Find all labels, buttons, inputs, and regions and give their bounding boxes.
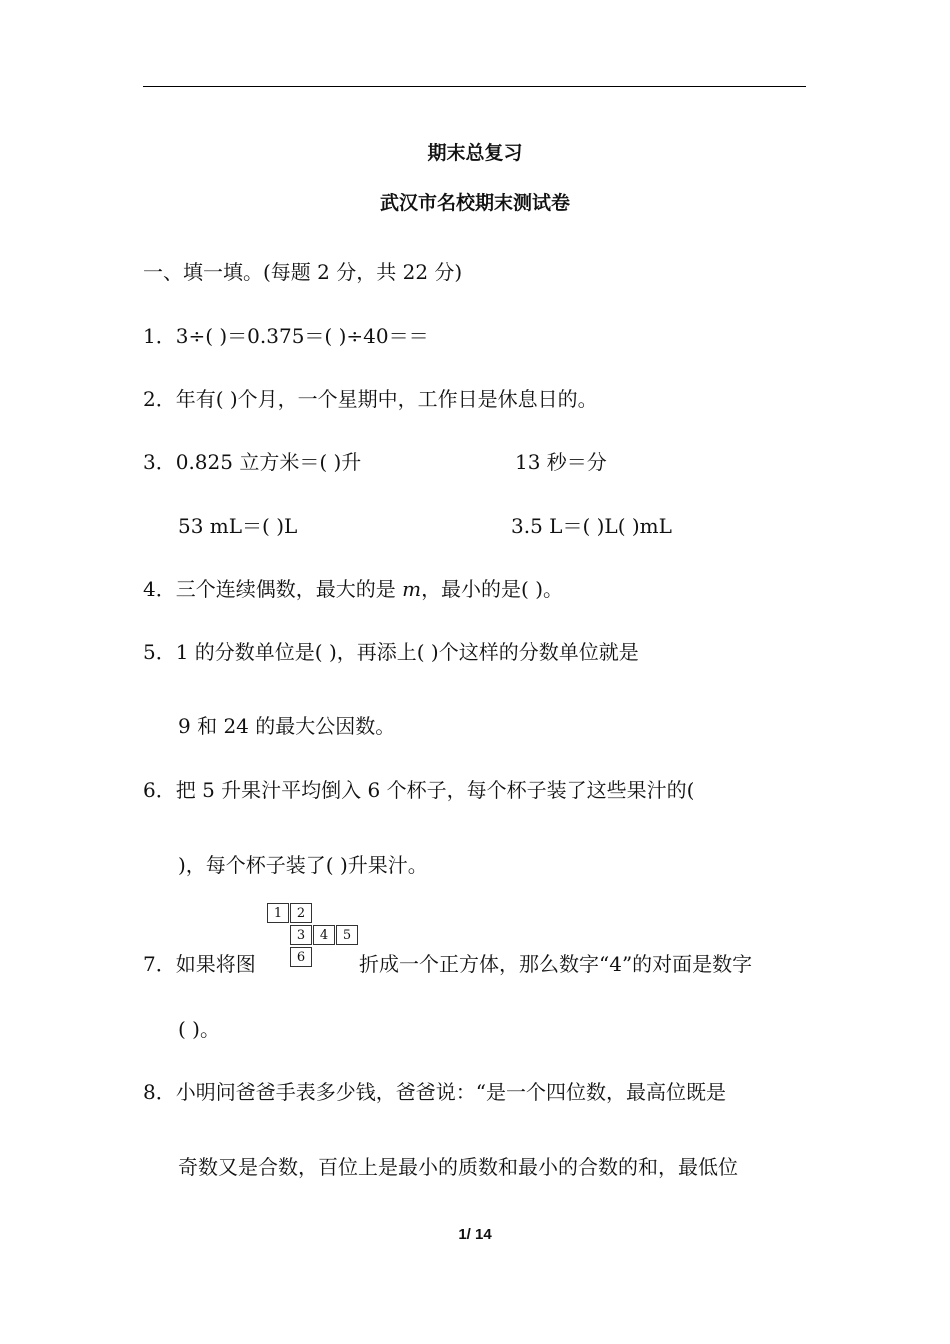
page-subtitle: 武汉市名校期末测试卷 xyxy=(379,192,570,214)
question-7-text: 7．如果将图 xyxy=(143,952,256,976)
question-5-line-2: 9 和 24 的最大公因数。 xyxy=(178,714,396,738)
question-5-line-1: 5．1 的分数单位是( )，再添上( )个这样的分数单位就是 xyxy=(143,640,639,664)
cube-net-figure xyxy=(267,903,359,969)
cube-cell-6: 6 xyxy=(290,947,312,967)
cube-cell-4: 4 xyxy=(313,925,335,945)
question-3-part-b: 13 秒＝分 xyxy=(515,450,607,474)
question-2: 2．年有( )个月，一个星期中，工作日是休息日的。 xyxy=(143,387,598,411)
cube-cell-3: 3 xyxy=(290,925,312,945)
question-6-line-1: 6．把 5 升果汁平均倒入 6 个杯子，每个杯子装了这些果汁的( xyxy=(143,778,695,802)
question-8-line-2: 奇数又是合数，百位上是最小的质数和最小的合数的和，最低位 xyxy=(178,1155,738,1179)
section-heading: 一、填一填。(每题 2 分，共 22 分) xyxy=(143,260,463,284)
question-7-line-2: ( )。 xyxy=(178,1017,220,1041)
question-1: 1．3÷( )＝0.375＝( )÷40＝＝ xyxy=(143,324,429,348)
question-7-tail: 折成一个正方体，那么数字“4”的对面是数字 xyxy=(359,952,753,976)
question-4 xyxy=(143,577,563,601)
page-number: 1/ 14 xyxy=(458,1226,492,1243)
page-title: 期末总复习 xyxy=(427,142,523,164)
question-6-line-2: )，每个杯子装了( )升果汁。 xyxy=(178,853,428,877)
question-3-part-a: 3．0.825 立方米＝( )升 xyxy=(143,450,362,474)
cube-cell-2: 2 xyxy=(290,903,312,923)
cube-cell-5: 5 xyxy=(336,925,358,945)
question-3-part-c: 53 mL＝( )L xyxy=(178,514,298,538)
question-3-part-d: 3.5 L＝( )L( )mL xyxy=(511,514,672,538)
question-4-variable: m xyxy=(402,577,422,601)
cube-cell-1: 1 xyxy=(267,903,289,923)
question-4-text: 4．三个连续偶数，最大的是 xyxy=(143,577,403,601)
top-rule xyxy=(143,86,806,87)
question-8-line-1: 8．小明问爸爸手表多少钱，爸爸说：“是一个四位数，最高位既是 xyxy=(143,1080,726,1104)
question-4-tail: ，最小的是( )。 xyxy=(421,577,564,601)
